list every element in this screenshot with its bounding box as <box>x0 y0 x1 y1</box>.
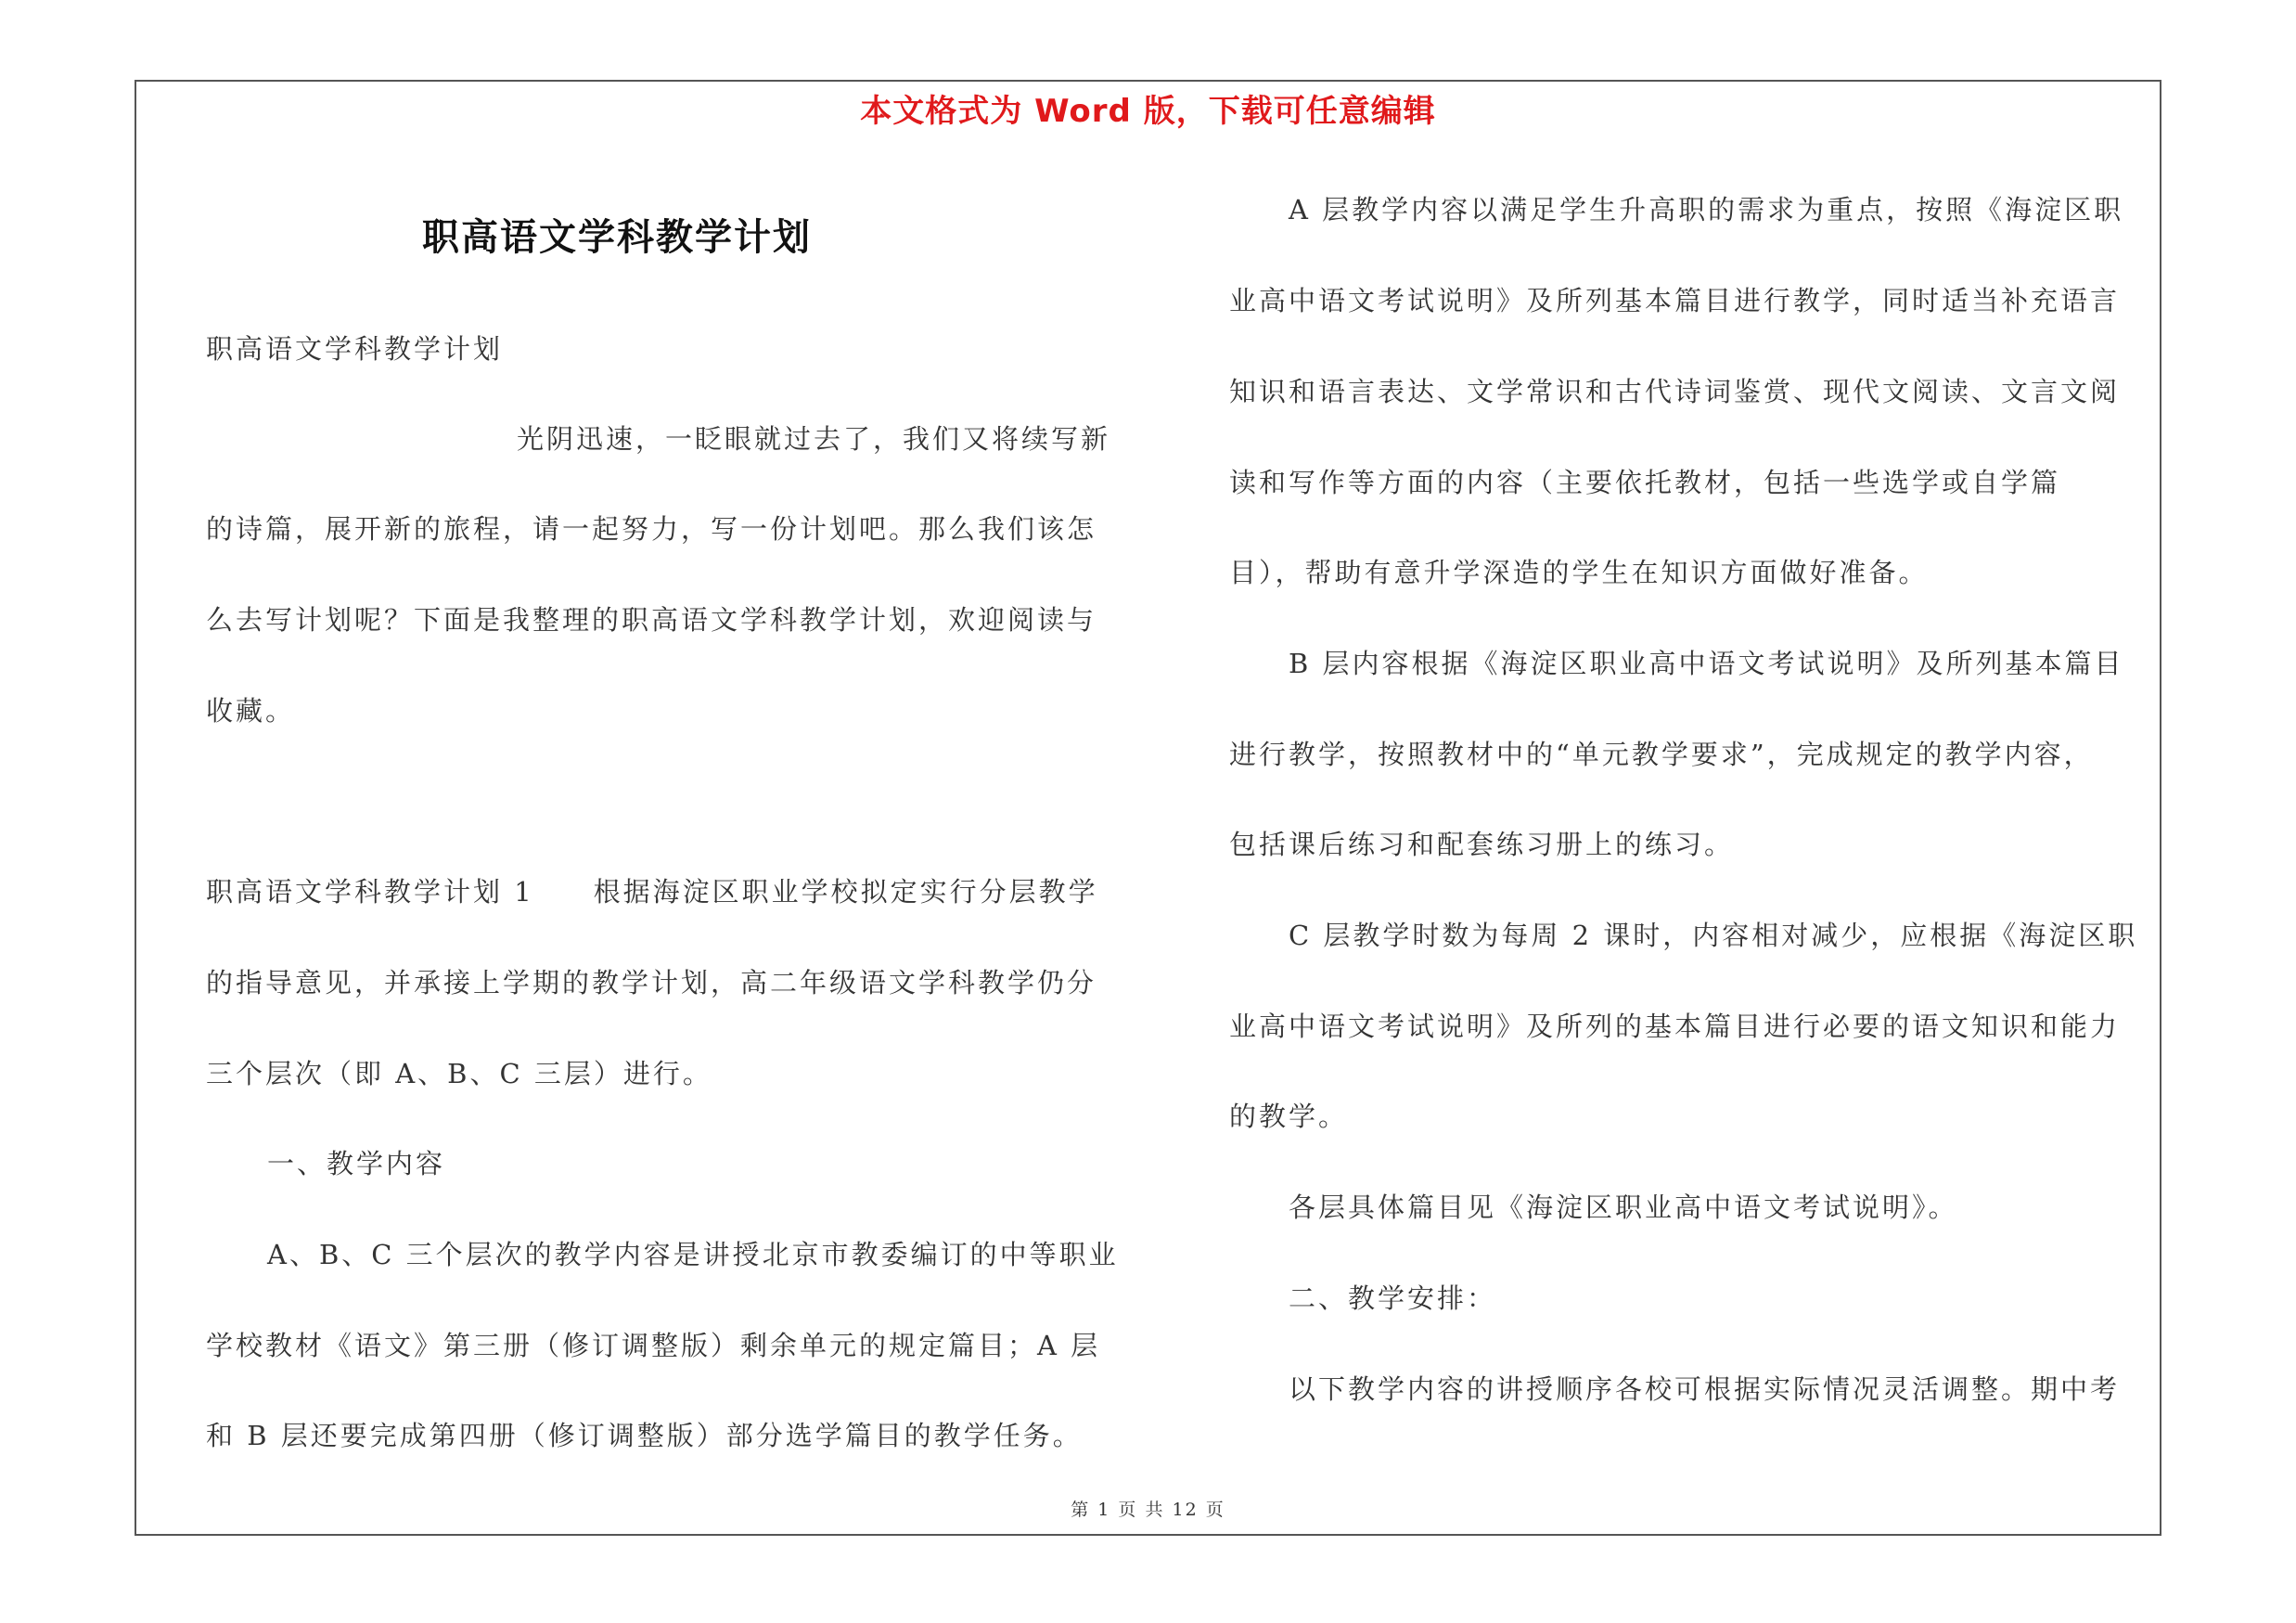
paragraph-line: 和 B 层还要完成第四册（修订调整版）部分选学篇目的教学任务。 <box>206 1420 1083 1451</box>
paragraph-line: A、B、C 三个层次的教学内容是讲授北京市教委编订的中等职业 <box>267 1239 1119 1270</box>
paragraph-line: B 层内容根据《海淀区职业高中语文考试说明》及所列基本篇目 <box>1289 648 2124 679</box>
paragraph-line: C 层教学时数为每周 2 课时，内容相对减少，应根据《海淀区职 <box>1289 920 2138 951</box>
page-number-footer: 第 1 页 共 12 页 <box>1071 1500 1225 1520</box>
paragraph-line: 进行教学，按照教材中的“单元教学要求”，完成规定的教学内容， <box>1229 739 2094 770</box>
section-heading: 二、教学安排： <box>1289 1282 1497 1314</box>
paragraph-line: 包括课后练习和配套练习册上的练习。 <box>1229 829 1735 860</box>
paragraph-line: 学校教材《语文》第三册（修订调整版）剩余单元的规定篇目；A 层 <box>206 1330 1101 1361</box>
paragraph-line: 的诗篇，展开新的旅程，请一起努力，写一份计划吧。那么我们该怎 <box>206 513 1097 545</box>
paragraph-line: 业高中语文考试说明》及所列的基本篇目进行必要的语文知识和能力 <box>1229 1011 2121 1042</box>
subtitle-line: 职高语文学科教学计划 <box>206 333 504 365</box>
paragraph-line: 业高中语文考试说明》及所列基本篇目进行教学，同时适当补充语言 <box>1229 285 2121 316</box>
paragraph-line: A 层教学内容以满足学生升高职的需求为重点，按照《海淀区职 <box>1289 194 2124 225</box>
document-title: 职高语文学科教学计划 <box>422 216 812 259</box>
paragraph-line: 职高语文学科教学计划 1 根据海淀区职业学校拟定实行分层教学 <box>206 876 1098 908</box>
word-format-banner: 本文格式为 Word 版，下载可任意编辑 <box>860 93 1436 130</box>
paragraph-line: 收藏。 <box>206 695 296 727</box>
paragraph-line: 的指导意见，并承接上学期的教学计划，高二年级语文学科教学仍分 <box>206 967 1097 998</box>
paragraph-line: 目），帮助有意升学深造的学生在知识方面做好准备。 <box>1229 557 1929 588</box>
paragraph-line: 么去写计划呢？下面是我整理的职高语文学科教学计划，欢迎阅读与 <box>206 604 1097 636</box>
paragraph-line: 读和写作等方面的内容（主要依托教材，包括一些选学或自学篇 <box>1229 467 2061 498</box>
paragraph-line: 光阴迅速，一眨眼就过去了，我们又将续写新 <box>517 423 1111 455</box>
paragraph-line: 以下教学内容的讲授顺序各校可根据实际情况灵活调整。期中考 <box>1289 1373 2121 1405</box>
paragraph-line: 的教学。 <box>1229 1101 1349 1132</box>
paragraph-line: 各层具体篇目见《海淀区职业高中语文考试说明》。 <box>1289 1191 1958 1223</box>
paragraph-line: 三个层次（即 A、B、C 三层）进行。 <box>206 1058 712 1089</box>
section-heading: 一、教学内容 <box>267 1148 446 1179</box>
paragraph-line: 知识和语言表达、文学常识和古代诗词鉴赏、现代文阅读、文言文阅 <box>1229 376 2121 407</box>
